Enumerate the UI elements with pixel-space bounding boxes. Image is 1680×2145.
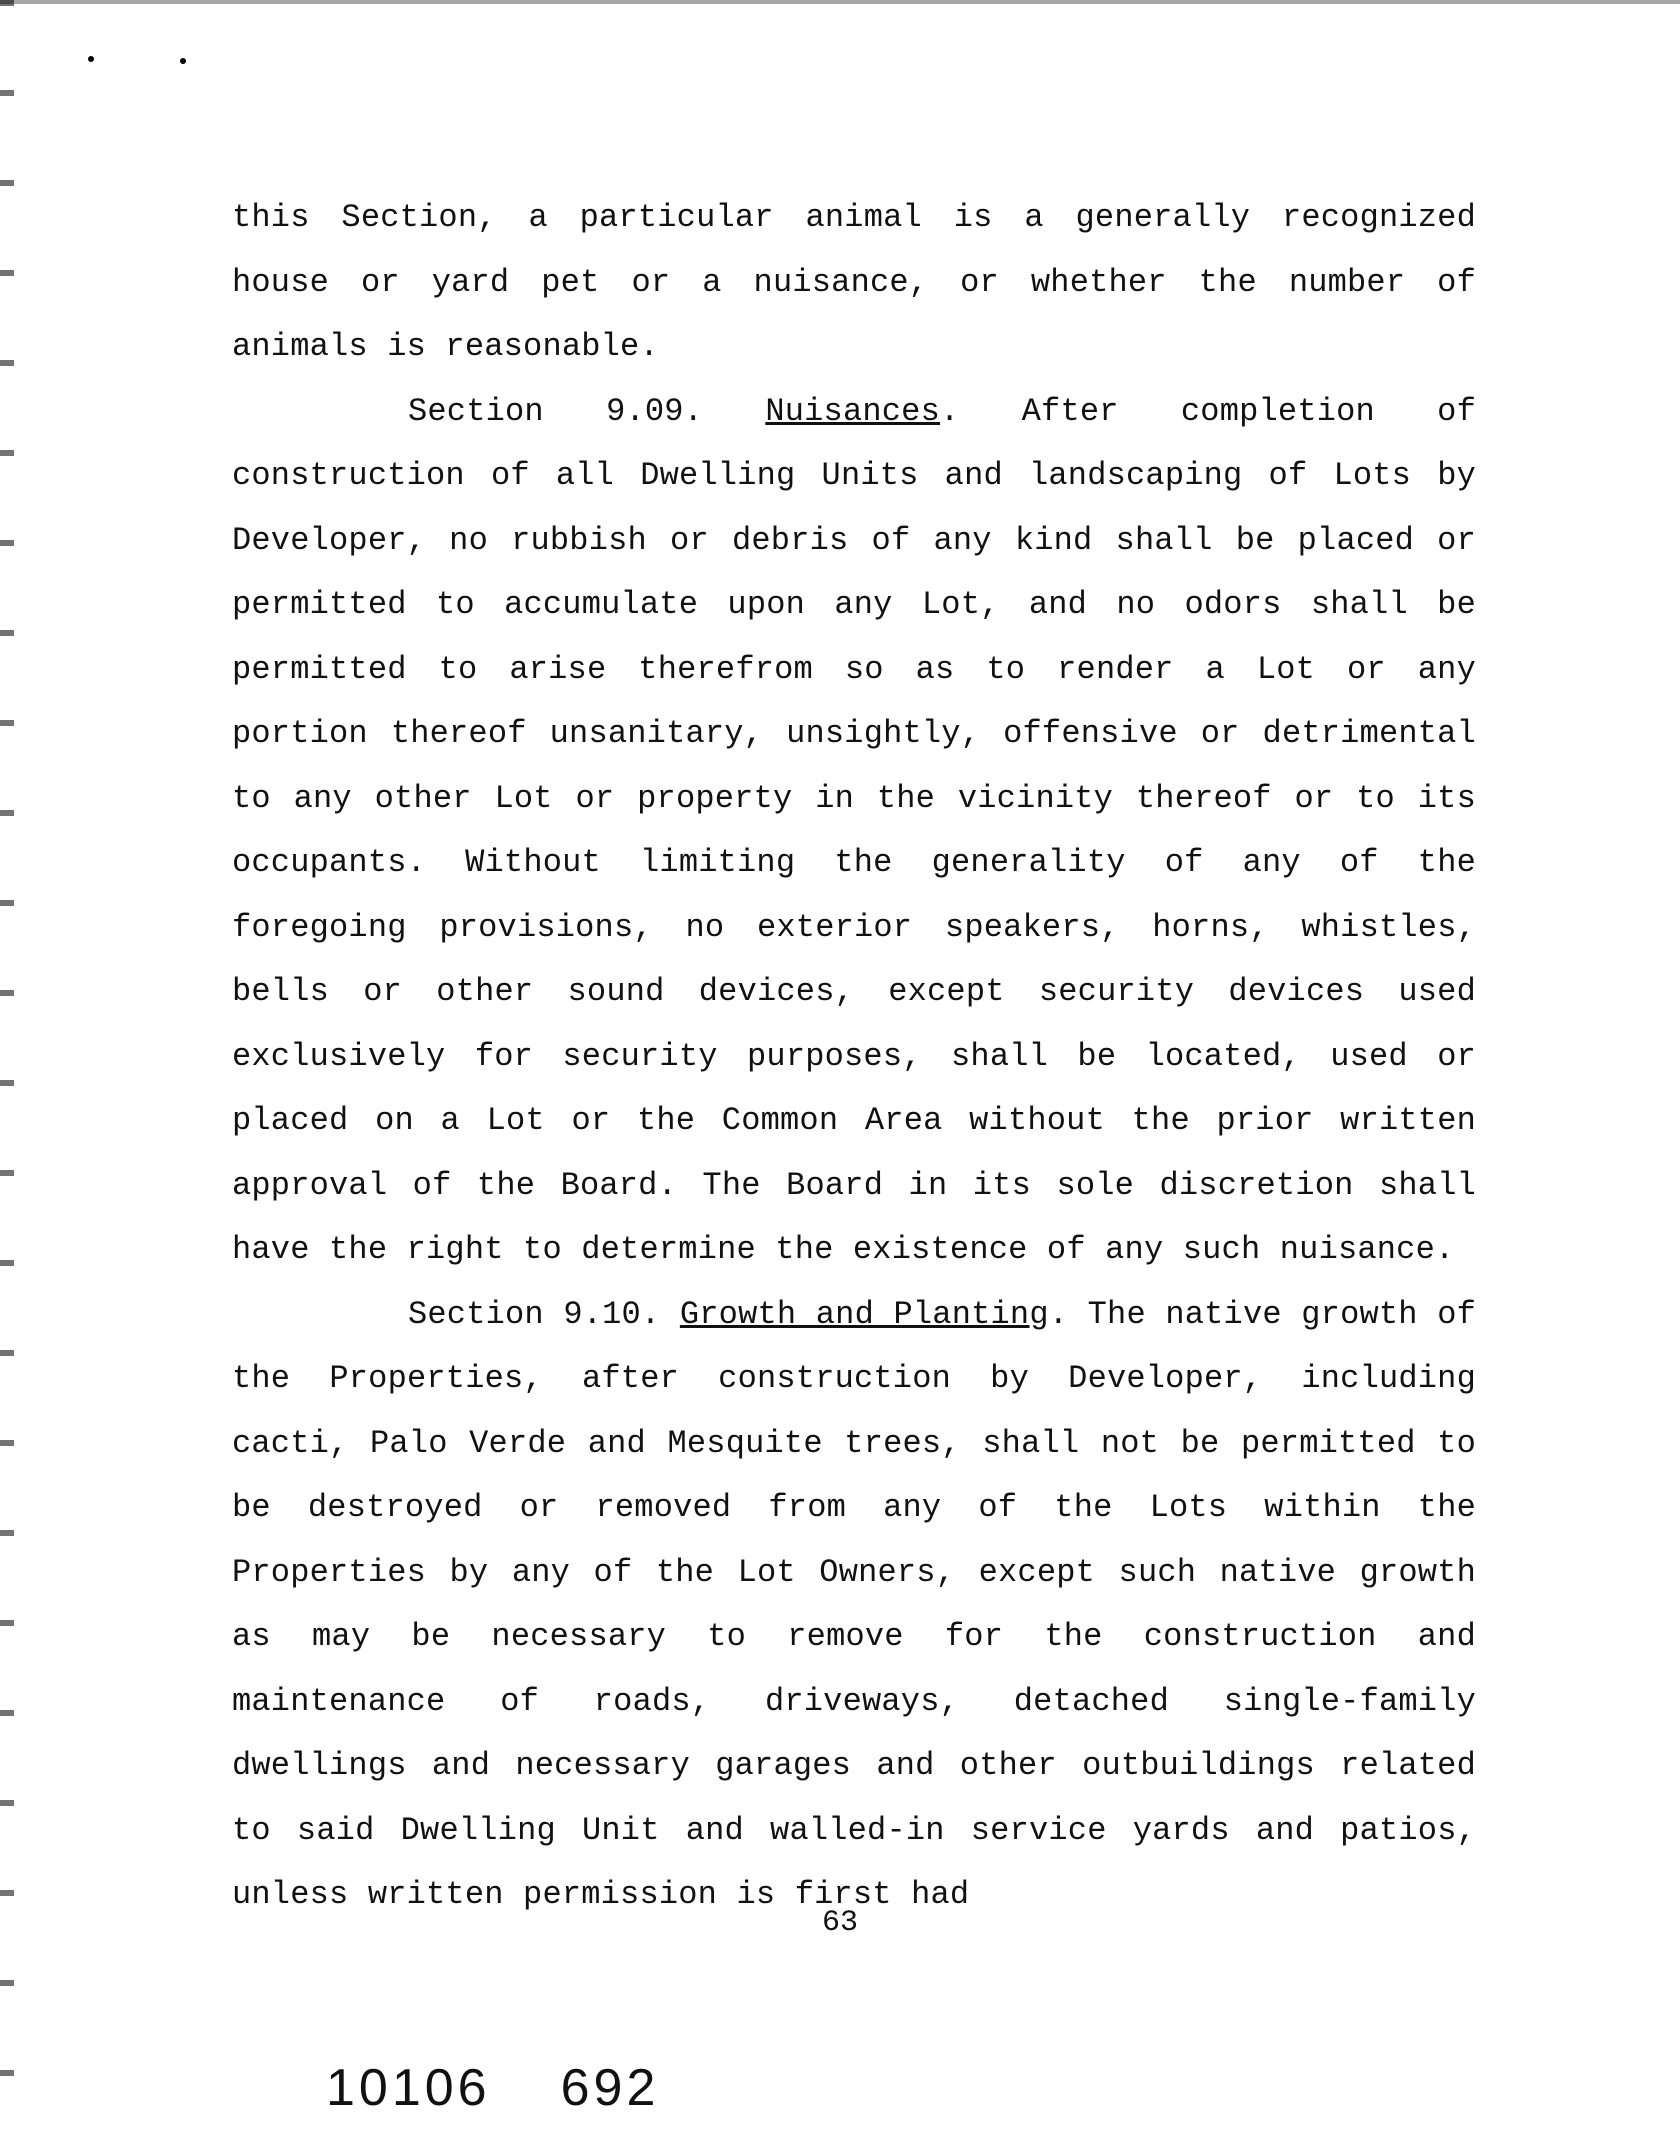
scan-left-edge: [0, 0, 14, 2145]
scan-speck: [88, 56, 94, 62]
stamp-book-number: 10106: [326, 2059, 491, 2117]
section-9-09-paragraph: [232, 380, 1476, 1283]
section-9-10-paragraph: [232, 1283, 1476, 1928]
section-number: Section 9.10.: [408, 1295, 661, 1333]
scan-top-edge: [0, 0, 1680, 4]
section-title-period: .: [1048, 1295, 1069, 1333]
section-title-period: .: [939, 392, 960, 430]
section-number: Section 9.09.: [408, 392, 704, 430]
section-title-growth-and-planting: Growth and Planting: [679, 1295, 1049, 1333]
section-body: The native growth of the Properties, after construction by Developer, including cacti, Palo Verde and Mesquite trees, shall not be permitted to be destroyed or removed from any of the Lots within the Properties by any of the Lot Owners, except such native growth as may be necessary to remove for the construction and maintenance of roads, driveways, detached single-family dwellings and necessary garages and other outbuildings related to said Dwelling Unit and walled-in service yards and patios, unless written permission is first had: [232, 1295, 1477, 1913]
scan-speck: [180, 58, 186, 64]
stamp-page-number: 692: [560, 2059, 660, 2117]
recording-stamp: [326, 2058, 729, 2118]
page-number: 63: [821, 1906, 858, 1940]
document-body: [232, 186, 1476, 1928]
section-body: After completion of construction of all Dwelling Units and landscaping of Lots by Developer, no rubbish or debris of any kind shall be placed or permitted to accumulate upon any Lot, and no odors shall be permitted to arise therefrom so as to render a Lot or any portion thereof unsanitary, unsightly, offensive or detrimental to any other Lot or property in the vicinity thereof or to its occupants. Without limiting the generality of any of the foregoing provisions, no exterior speakers, horns, whistles, bells or other sound devices, except security devices used exclusively for security purposes, shall be located, used or placed on a Lot or the Common Area without the prior written approval of the Board. The Board in its sole discretion shall have the right to determine the existence of any such nuisance.: [232, 392, 1476, 1268]
section-title-nuisances: Nuisances: [765, 392, 940, 430]
paragraph-continuation: this Section, a particular animal is a generally recognized house or yard pet or a nuisance, or whether the number of animals is reasonable.: [232, 199, 1476, 365]
